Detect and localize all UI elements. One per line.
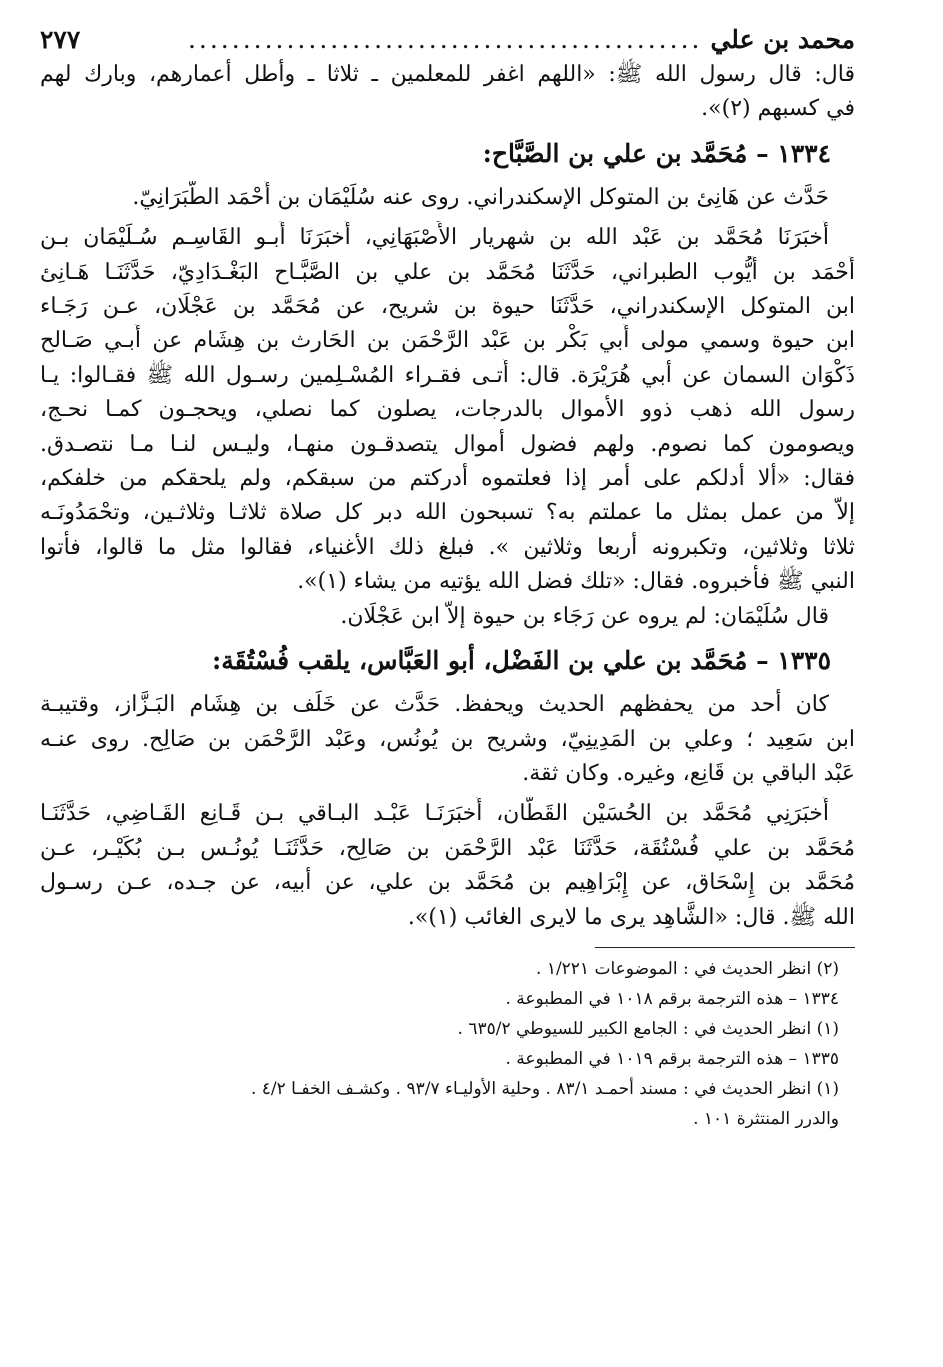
text-line: فقال: «ألا أدلكم على أمر إذا فعلتموه أدركتم من سبقكم، ولم يلحقكم من خلفكم، [40,466,855,492]
entry-heading-1335: ١٣٣٥ – مُحَمَّد بن علي بن الفَضْل، أبو العَبَّاس، يلقب فُسْتُقَة: [212,646,831,676]
footnote-continuation: والدرر المنتثرة ١٠١ . [693,1108,839,1129]
text-line: ويصومون كما نصوم. ولهم فضول أموال يتصدقـون منهـا، وليـس لنـا مـا نتصـدق. [40,431,855,457]
footnote-divider [595,947,855,948]
footnote: (١) انظر الحديث في : الجامع الكبير للسيوطي ٦٣٥/٢ . [457,1018,839,1039]
entry-heading-1334: ١٣٣٤ – مُحَمَّد بن علي بن الصَّبَّاح: [482,138,831,168]
text-line: أَخبَرَنَا مُحَمَّد بن عَبْد الله بن شهريار الأَصْبَهَانِي، أَخبَرَنَا أَبـو القَاسِـم سُـلَيْمَان بـن [40,225,829,251]
page-number: ٢٧٧ [40,25,81,54]
footnote: ١٣٣٥ – هذه الترجمة برقم ١٠١٩ في المطبوعة . [505,1048,839,1069]
text-line: ذَكْوَان السمان عن أبي هُرَيْرَة. قال: أَتـى فقـراء المُسْـلِمين رسـول الله ﷺ فقـالوا: يـا [40,362,855,388]
entry-1334-bio [40,181,855,215]
text-line: عَبْد الباقي بن قَانِع، وغيره. وكان ثقة. [522,760,855,786]
text-line: ابن سَعِيد ؛ وعلي بن المَدِينِيّ، وشريح بن يُونُس، وعَبْد الرَّحْمَن بن صَالِح. روى عنـه [40,726,855,752]
entry-1335-bio [40,688,855,791]
text-line: قال: قال رسول الله ﷺ: «اللهم اغفر للمعلمين ـ ثلاثا ـ وأطل أعمارهم، وبارك لهم [40,62,855,87]
leader-dots: ............................................... [187,25,703,54]
entry-1334-remark [40,600,855,634]
footnote: (٢) انظر الحديث في : الموضوعات ١/٢٢١ . [536,958,839,979]
text-line: ابن المتوكل الإسكندراني، حَدَّثَنَا حيوة بن شريح، عن مُحَمَّد بن عَجْلَان، عـن رَجَـاء [40,294,855,320]
text-line: أَخبَرَنِي مُحَمَّد بن الحُسَيْن القَطَّان، أَخبَرَنَـا عَبْـد البـاقي بـن قَـانِع القَـاضِي، حَدَّثَنَـا [40,801,829,827]
text-line: النبي ﷺ فأخبروه. فقال: «تلك فضل الله يؤتيه من يشاء (١)». [297,569,855,595]
text-line: مُحَمَّد بن علي فُسْتُقَة، حَدَّثَنَا عَبْد الرَّحْمَن بن صَالِح، حَدَّثَنَـا يُونُـس بـن بُكَيْـر، عـن [40,835,855,861]
entry-1335-isnad [40,797,855,935]
footnote: ١٣٣٤ – هذه الترجمة برقم ١٠١٨ في المطبوعة . [505,988,839,1009]
text-line: إلاّ من عمل بمثل ما عملتم به؟ تسبحون الله دبر كل صلاة ثلاثـا وثلاثـين، وتحْمَدُونَـه [40,500,855,526]
running-title: محمد بن علي [710,25,855,54]
text-line: الله ﷺ. قال: «الشَّاهِد يرى ما لايرى الغائب (١)». [407,904,855,930]
text-line: في كسبهم (٢)». [701,96,855,122]
running-header [40,22,855,58]
footnote: (١) انظر الحديث في : مسند أحمـد ٨٣/١ . وحلية الأوليـاء ٩٣/٧ . وكشـف الخفـا ٤/٢ . [250,1078,839,1099]
footnotes [40,954,855,1134]
text-line: ابن حيوة وسمي مولى أَبي بَكْر بن عَبْد الرَّحْمَن بن الحَارث بن هِشَام عن أَبـي صَـالح [40,328,855,354]
text-line: رسول الله ذهب ذوو الأموال بالدرجات، يصلون كما نصلي، ويحجـون كمـا نحـج، [40,397,855,423]
text-line: حَدَّث عن هَانِئ بن المتوكل الإسكندراني. روى عنه سُلَيْمَان بن أَحْمَد الطَّبَرَانِيّ. [132,184,829,210]
entry-1334-isnad [40,221,855,599]
text-line: مُحَمَّد بن إِسْحَاق، عن إِبْرَاهِيم بن مُحَمَّد بن علي، عن أبيه، عن جـده، عـن رسـول [40,870,855,896]
intro-paragraph [40,58,855,127]
text-line: أَحْمَد بن أَيُّوب الطبراني، حَدَّثَنَا مُحَمَّد بن علي بن الصَّبَّـاح البَغْـدَادِيّ، حَدَّثَنَـا هَـانِئ [40,259,855,285]
text-line: ثلاثا وثلاثين، وتكبرونه أربعا وثلاثين ». فبلغ ذلك الأغنياء، فقالوا مثل ما قالوا، فأتوا [40,534,855,560]
text-line: قال سُلَيْمَان: لم يروه عن رَجَاء بن حيوة إلاّ ابن عَجْلَان. [340,603,829,629]
text-line: كان أحد من يحفظهم الحديث ويحفظ. حَدَّث عن خَلَف بن هِشَام البَـزَّاز، وقتيبـة [40,692,829,718]
